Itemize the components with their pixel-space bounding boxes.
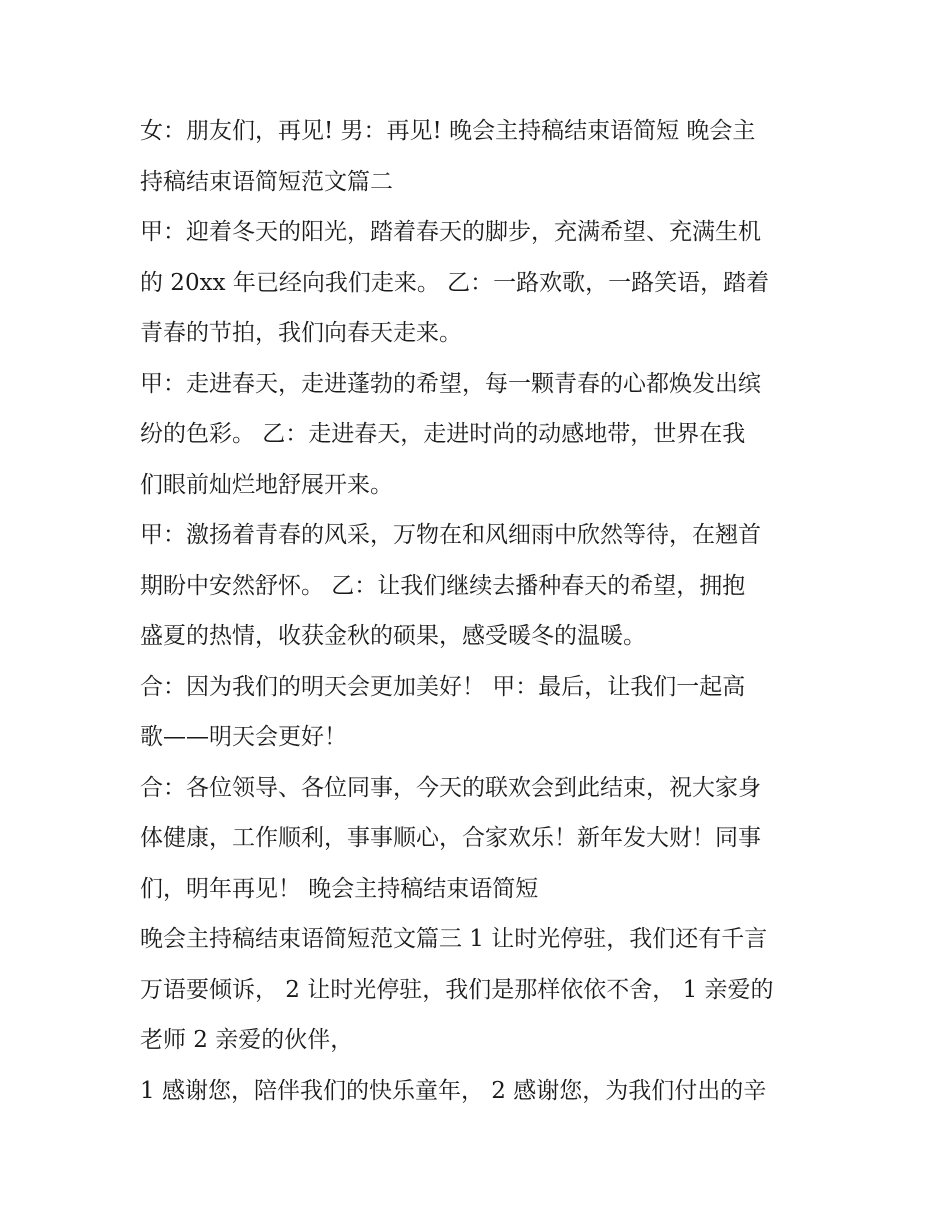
text-line: 体健康，工作顺利，事事顺心，合家欢乐！新年发大财！同事 (140, 825, 761, 851)
text-line: 老师 2 亲爱的伙伴， (140, 1027, 354, 1053)
paragraph (140, 510, 820, 662)
text-line: 的 20xx 年已经向我们走来。 乙：一路欢歌，一路笑语，踏着 (140, 269, 770, 296)
text-line: 歌——明天会更好！ (140, 724, 347, 750)
text-line: 们眼前灿烂地舒展开来。 (140, 471, 393, 498)
paragraph (140, 662, 820, 763)
text-line: 甲：走进春天，走进蓬勃的希望，每一颗青春的心都焕发出缤 (140, 370, 761, 397)
text-line: 青春的节拍，我们向春天走来。 (140, 320, 462, 346)
text-line: 甲：迎着冬天的阳光，踏着春天的脚步，充满希望、充满生机 (140, 219, 761, 245)
paragraph (140, 207, 820, 359)
text-line: 晚会主持稿结束语简短范文篇三 1 让时光停驻，我们还有千言 (140, 926, 768, 952)
document-body (140, 106, 820, 1116)
paragraph (140, 359, 820, 511)
text-line: 万语要倾诉， 2 让时光停驻，我们是那样依依不舍， 1 亲爱的 (140, 976, 774, 1003)
paragraph (140, 106, 820, 207)
text-line: 女：朋友们，再见! 男：再见! 晚会主持稿结束语简短 晚会主 (140, 118, 756, 144)
text-line: 们，明年再见！ 晚会主持稿结束语简短 (140, 875, 539, 902)
paragraph (140, 914, 820, 1066)
paragraph (140, 763, 820, 915)
text-line: 纷的色彩。 乙：走进春天，走进时尚的动感地带，世界在我 (140, 421, 746, 447)
text-line: 1 感谢您，陪伴我们的快乐童年， 2 感谢您，为我们付出的辛 (140, 1077, 767, 1104)
text-line: 合：因为我们的明天会更加美好！ 甲：最后，让我们一起高 (140, 673, 746, 700)
text-line: 盛夏的热情，收获金秋的硕果，感受暖冬的温暖。 (140, 623, 646, 649)
text-line: 合：各位领导、各位同事，今天的联欢会到此结束，祝大家身 (140, 774, 761, 801)
text-line: 期盼中安然舒怀。 乙：让我们继续去播种春天的希望，拥抱 (140, 572, 746, 599)
text-line: 持稿结束语简短范文篇二 (140, 168, 393, 195)
paragraph (140, 1066, 820, 1117)
text-line: 甲：激扬着青春的风采，万物在和风细雨中欣然等待，在翘首 (140, 522, 761, 548)
